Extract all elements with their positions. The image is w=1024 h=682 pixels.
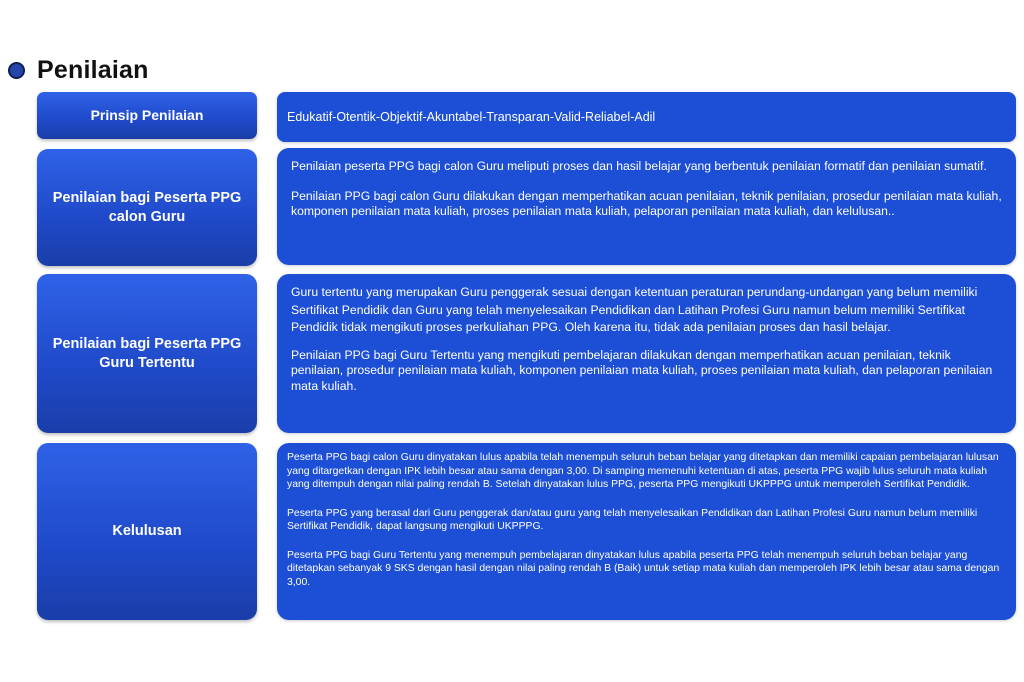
content-penilaian-calon-guru (277, 148, 1016, 265)
paragraph: Penilaian PPG bagi calon Guru dilakukan dengan memperhatikan acuan penilaian, teknik penilaian, prosedur penilaian mata kuliah, komponen penilaian mata kuliah, proses penilaian mata kuliah, pelaporan penilaian mata kuliah, dan kelulusan.. (291, 188, 1002, 218)
label-text: Kelulusan (112, 523, 182, 539)
content-prinsip-penilaian (277, 92, 1016, 142)
label-penilaian-guru-tertentu (37, 274, 257, 433)
bullet-icon (8, 62, 25, 79)
paragraph: Peserta PPG yang berasal dari Guru penggerak dan/atau guru yang telah menyelesaikan Pendidikan dan Latihan Profesi Guru namun belum memiliki Sertifikat Pendidik, dapat langsung mengikuti UKPPPG. (287, 507, 978, 532)
content-kelulusan (277, 443, 1016, 620)
label-text: Penilaian bagi Peserta PPG Guru Tertentu (52, 335, 242, 371)
paragraph: Peserta PPG bagi Guru Tertentu yang menempuh pembelajaran dinyatakan lulus apabila peserta PPG telah menempuh seluruh beban belajar yang ditetapkan sebanyak 9 SKS dengan hasil dengan nilai paling rendah B (Baik) untuk setiap mata kuliah dan memperoleh IPK lebih besar atau sama dengan 3,00. (287, 549, 1000, 588)
content-penilaian-guru-tertentu (277, 274, 1016, 433)
label-prinsip-penilaian (37, 92, 257, 139)
label-text: Penilaian bagi Peserta PPG calon Guru (52, 189, 242, 225)
paragraph: Guru tertentu yang merupakan Guru penggerak sesuai dengan ketentuan peraturan perundang-undangan yang belum memiliki Sertifikat Pendidik dan Guru yang telah menyelesaikan Pendidikan dan Latihan Profesi Guru namun belum memiliki Sertifikat Pendidik tidak mengikuti proses perkuliahan PPG. Oleh karena itu, tidak ada penilaian proses dan hasil belajar. (291, 285, 978, 334)
paragraph: Penilaian peserta PPG bagi calon Guru meliputi proses dan hasil belajar yang berbentuk penilaian formatif dan penilaian sumatif. (291, 159, 987, 173)
title-row (8, 54, 149, 86)
label-kelulusan (37, 443, 257, 620)
label-penilaian-calon-guru (37, 149, 257, 266)
label-text: Prinsip Penilaian (90, 107, 204, 123)
paragraph: Peserta PPG bagi calon Guru dinyatakan lulus apabila telah menempuh seluruh beban belajar yang ditetapkan dan memiliki capaian pembelajaran lulusan yang ditargetkan dengan IPK lebih besar atau sama dengan 3,00. Di samping memenuhi ketentuan di atas, peserta PPG wajib lulus seluruh mata kuliah yang ditempuh dengan nilai paling rendah B. Setelah dinyatakan lulus PPG, peserta PPG mengikuti UKPPPG untuk memperoleh Sertifikat Pendidik. (287, 452, 999, 490)
paragraph: Edukatif-Otentik-Objektif-Akuntabel-Transparan-Valid-Reliabel-Adil (287, 110, 656, 124)
page-title: Penilaian (37, 55, 149, 84)
paragraph: Penilaian PPG bagi Guru Tertentu yang mengikuti pembelajaran dilakukan dengan memperhatikan acuan penilaian, teknik penilaian, prosedur penilaian mata kuliah, komponen penilaian mata kuliah, proses penilaian mata kuliah, dan pelaporan penilaian mata kuliah. (291, 347, 993, 393)
